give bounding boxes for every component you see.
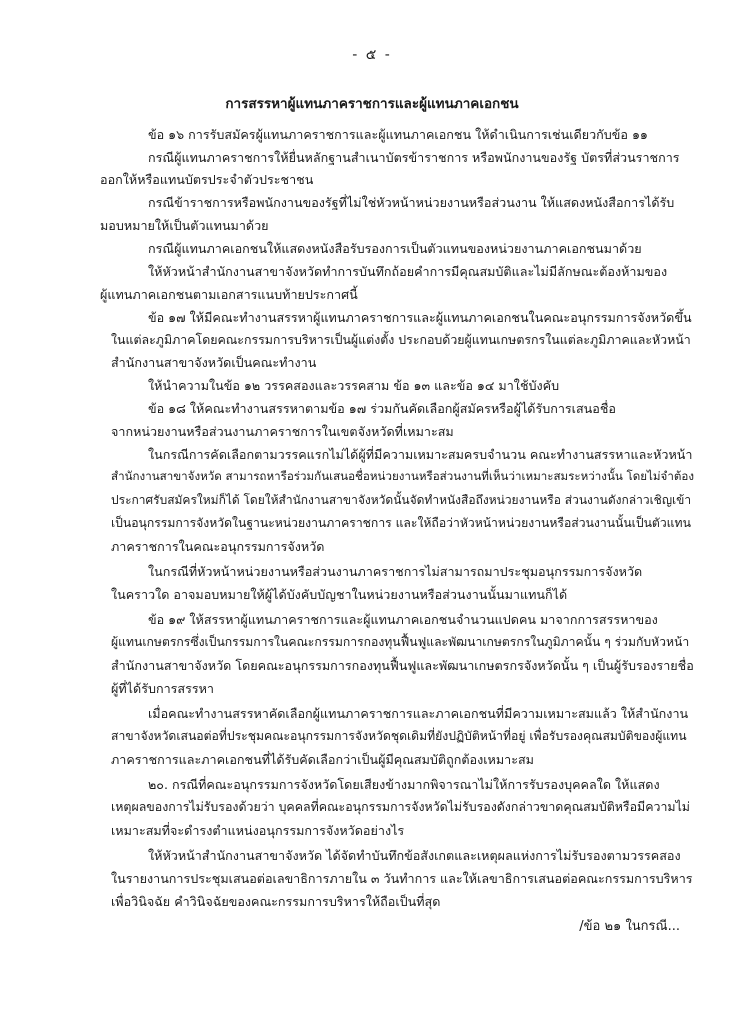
text-line: ผู้ที่ได้รับการสรรหา [111, 681, 215, 696]
text-line: ให้หัวหน้าสำนักงานสาขาจังหวัดทำการบันทึกถ้อยคำการมีคุณสมบัติและไม่มีลักษณะต้องห้ามของ [148, 264, 668, 279]
text-line: ให้หัวหน้าสำนักงานสาขาจังหวัด ได้จัดทำบันทึกข้อสังเกตและเหตุผลแห่งการไม่รับรองตามวรรคสอง [148, 848, 681, 863]
text-line: ๒๐. กรณีที่คณะอนุกรรมการจังหวัดโดยเสียงข้างมากพิจารณาไม่ให้การรับรองบุคคลใด ให้แสดง [148, 777, 660, 792]
text-line: สำนักงานสาขาจังหวัดเป็นคณะทำงาน [111, 355, 317, 370]
page-number: - ๕ - [352, 47, 392, 63]
text-line: ภาคราชการในคณะอนุกรรมการจังหวัด [111, 539, 325, 554]
text-line: เพื่อวินิจฉัย คำวินิจฉัยของคณะกรรมการบริหารให้ถือเป็นที่สุด [111, 894, 441, 909]
text-line: เหตุผลของการไม่รับรองด้วยว่า บุคคลที่คณะอนุกรรมการจังหวัดไม่รับรองดังกล่าวขาดคุณสมบัติหรือมีความไม่ [111, 799, 690, 814]
text-line: สำนักงานสาขาจังหวัด โดยคณะอนุกรรมการกองทุนฟื้นฟูและพัฒนาเกษตรกรจังหวัดนั้น ๆ เป็นผู้รับรองรายชื่อ [111, 658, 694, 673]
text-line: เป็นอนุกรรมการจังหวัดในฐานะหน่วยงานภาคราชการ และให้ถือว่าหัวหน้าหน่วยงานหรือส่วนงานนั้นเป็นตัวแทน [111, 516, 691, 530]
text-line: กรณีผู้แทนภาคราชการให้ยื่นหลักฐานสำเนาบัตรข้าราชการ หรือพนักงานของรัฐ บัตรที่ส่วนราชการ [148, 150, 680, 165]
text-line: ประกาศรับสมัครใหม่ก็ได้ โดยให้สำนักงานสาขาจังหวัดนั้นจัดทำหนังสือถึงหน่วยงานหรือ ส่วนงานดังกล่าวเชิญเข้า [111, 493, 692, 507]
text-line: ออกให้หรือแทนบัตรประจำตัวประชาชน [100, 172, 314, 187]
text-line: เมื่อคณะทำงานสรรหาคัดเลือกผู้แทนภาคราชการและภาคเอกชนที่มีความเหมาะสมแล้ว ให้สำนักงาน [148, 706, 689, 721]
text-line: เหมาะสมที่จะดำรงตำแหน่งอนุกรรมการจังหวัดอย่างไร [111, 823, 405, 838]
text-line: ในกรณีที่หัวหน้าหน่วยงานหรือส่วนงานภาคราชการไม่สามารถมาประชุมอนุกรรมการจังหวัด [148, 564, 643, 579]
text-line: ผู้แทนภาคเอกชนตามเอกสารแนบท้ายประกาศนี้ [100, 287, 358, 302]
text-line: ในคราวใด อาจมอบหมายให้ผู้ได้บังคับบัญชาในหน่วยงานหรือส่วนงานนั้นมาแทนก็ได้ [111, 587, 568, 602]
text-line: สาขาจังหวัดเสนอต่อที่ประชุมคณะอนุกรรมการจังหวัดชุดเดิมที่ยังปฏิบัติหน้าที่อยู่ เพื่อรับรองคุณสมบัติของผู้แทน [111, 729, 687, 743]
text-line: ในรายงานการประชุมเสนอต่อเลขาธิการภายใน ๓ วันทำการ และให้เลขาธิการเสนอต่อคณะกรรมการบริหาร [111, 871, 693, 886]
text-line: ข้อ ๑๘ ให้คณะทำงานสรรหาตามข้อ ๑๗ ร่วมกันคัดเลือกผู้สมัครหรือผู้ได้รับการเสนอชื่อ [148, 401, 616, 416]
text-line: ภาคราชการและภาคเอกชนที่ได้รับคัดเลือกว่าเป็นผู้มีคุณสมบัติถูกต้องเหมาะสม [111, 752, 534, 767]
text-line: กรณีข้าราชการหรือพนักงานของรัฐที่ไม่ใช่หัวหน้าหน่วยงานหรือส่วนงาน ให้แสดงหนังสือการได้รับ [148, 195, 675, 210]
text-line: สำนักงานสาขาจังหวัด สามารถหารือร่วมกันเสนอชื่อหน่วยงานหรือส่วนงานที่เห็นว่าเหมาะสมระหว่างนั้น โดยไม่จำต้อง [111, 469, 694, 483]
text-line: ในแต่ละภูมิภาคโดยคณะกรรมการบริหารเป็นผู้แต่งตั้ง ประกอบด้วยผู้แทนเกษตรกรในแต่ละภูมิภาคและหัวหน้า [111, 332, 691, 347]
text-line: จากหน่วยงานหรือส่วนงานภาคราชการในเขตจังหวัดที่เหมาะสม [111, 424, 454, 439]
text-line: ข้อ ๑๖ การรับสมัครผู้แทนภาคราชการและผู้แทนภาคเอกชน ให้ดำเนินการเช่นเดียวกับข้อ ๑๑ [148, 127, 648, 142]
text-line: ในกรณีการคัดเลือกตามวรรคแรกไม่ได้ผู้ที่มีความเหมาะสมครบจำนวน คณะทำงานสรรหาและหัวหน้า [148, 447, 693, 462]
text-line: ข้อ ๑๙ ให้สรรหาผู้แทนภาคราชการและผู้แทนภาคเอกชนจำนวนแปดคน มาจากการสรรหาของ [148, 612, 658, 627]
text-line: ผู้แทนเกษตรกรซึ่งเป็นกรรมการในคณะกรรมการกองทุนฟื้นฟูและพัฒนาเกษตรกรในภูมิภาคนั้น ๆ ร่วมกับหัวหน้า [111, 635, 690, 649]
text-line: ให้นำความในข้อ ๑๒ วรรคสองและวรรคสาม ข้อ ๑๓ และข้อ ๑๔ มาใช้บังคับ [148, 378, 560, 393]
continuation-note: /ข้อ ๒๑ ในกรณี... [579, 919, 680, 934]
text-line: มอบหมายให้เป็นตัวแทนมาด้วย [100, 218, 269, 233]
text-line: กรณีผู้แทนภาคเอกชนให้แสดงหนังสือรับรองการเป็นตัวแทนของหน่วยงานภาคเอกชนมาด้วย [148, 241, 642, 256]
text-line: ข้อ ๑๗ ให้มีคณะทำงานสรรหาผู้แทนภาคราชการและผู้แทนภาคเอกชนในคณะอนุกรรมการจังหวัดขึ้น [148, 310, 692, 325]
section-title: การสรรหาผู้แทนภาคราชการและผู้แทนภาคเอกชน [225, 96, 519, 112]
